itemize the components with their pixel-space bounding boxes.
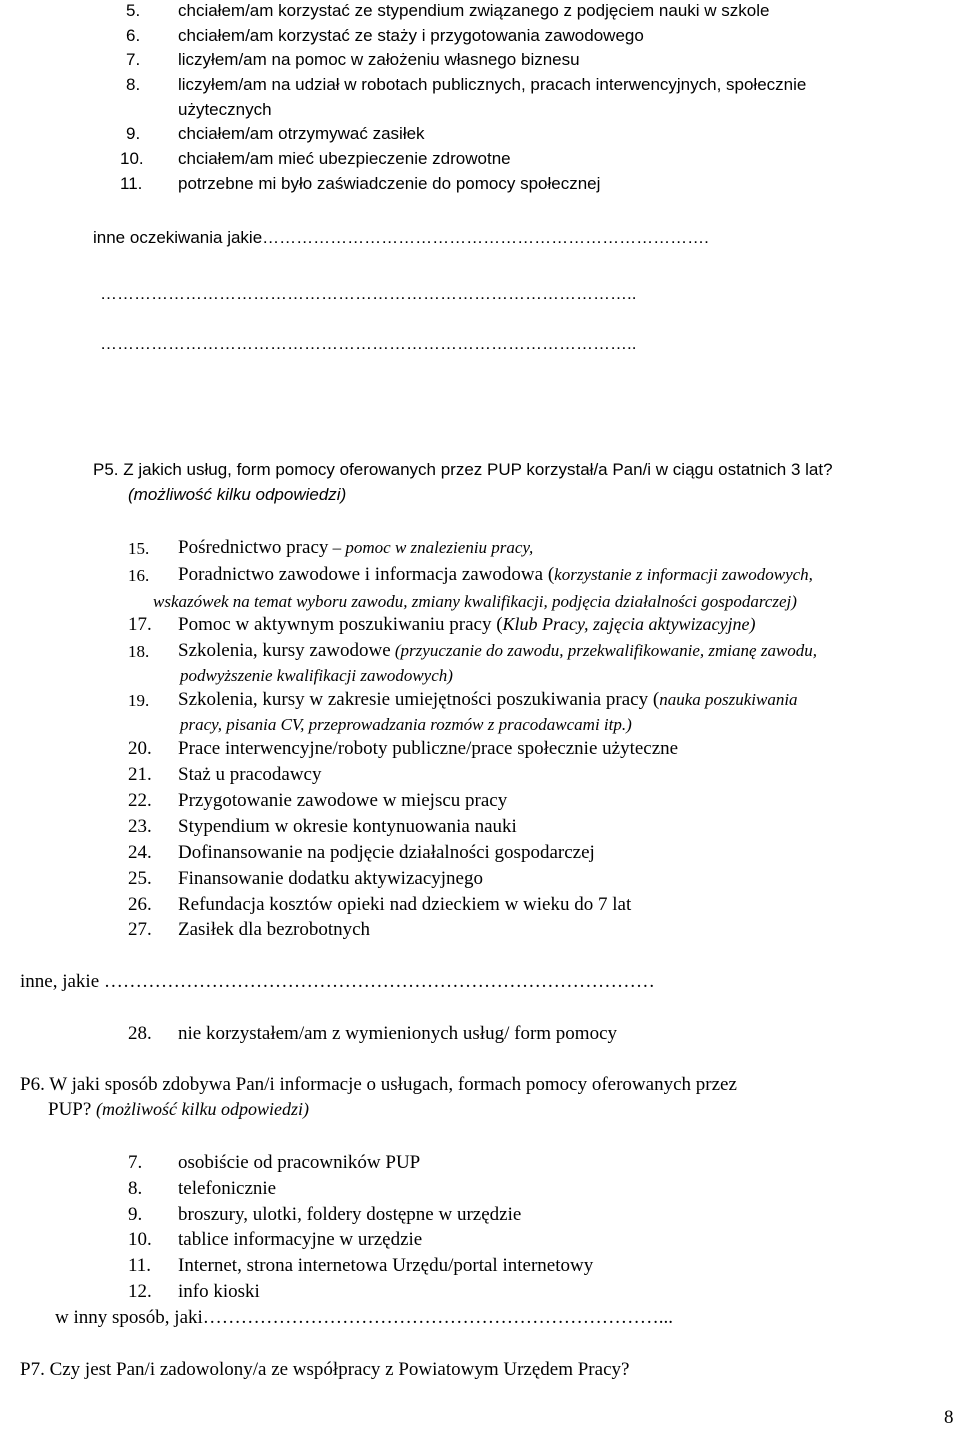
question-hint: (możliwość kilku odpowiedzi) [128,485,347,504]
item-note-continuation: wskazówek na temat wyboru zawodu, zmiany kwalifikacji, podjęcia działalności gospodarczej) [153,592,797,611]
item-text: nie korzystałem/am z wymienionych usług/ form pomocy [178,1023,618,1044]
item-text: Prace interwencyjne/roboty publiczne/prace społecznie użyteczne [178,738,679,759]
item-number: 18. [128,642,150,661]
item-text: liczyłem/am na pomoc w założeniu własnego biznesu [178,50,580,69]
item-number: 7. [128,1152,143,1173]
question-p7: P7. Czy jest Pan/i zadowolony/a ze współpracy z Powiatowym Urzędem Pracy? [20,1359,630,1380]
item-note: korzystanie z informacji zawodowych, [554,565,813,584]
item-text: chciałem/am korzystać ze stypendium związanego z podjęciem nauki w szkole [178,1,770,20]
page-number: 8 [944,1407,954,1428]
item-text: Poradnictwo zawodowe i informacja zawodowa (korzystanie z informacji zawodowych, [178,564,813,585]
item-text: tablice informacyjne w urzędzie [178,1229,423,1250]
item-number: 25. [128,868,152,889]
item-text: Szkolenia, kursy zawodowe (przyuczanie do zawodu, przekwalifikowanie, zmianę zawodu, [178,640,818,661]
item-text: Stypendium w okresie kontynuowania nauki [178,816,517,837]
item-number: 10. [120,149,144,168]
item-number: 9. [128,1204,143,1225]
item-number: 9. [126,124,141,143]
question-p6: P6. W jaki sposób zdobywa Pan/i informacje o usługach, formach pomocy oferowanych przez [20,1074,737,1095]
question-p6-line2: PUP? (możliwość kilku odpowiedzi) [48,1099,310,1120]
item-number: 15. [128,539,150,558]
item-text: info kioski [178,1281,260,1302]
other-expectations-field: inne oczekiwania jakie……………………………………………………………………. [93,228,709,247]
item-text: Przygotowanie zawodowe w miejscu pracy [178,790,508,811]
item-note-continuation: podwyższenie kwalifikacji zawodowych) [180,666,453,685]
item-number: 11. [128,1255,152,1276]
item-text: Szkolenia, kursy w zakresie umiejętności poszukiwania pracy (nauka poszukiwania [178,689,798,710]
item-note: nauka poszukiwania [659,690,798,709]
item-note: – pomoc w znalezieniu pracy, [328,538,534,557]
item-number: 7. [126,50,141,69]
item-number: 23. [128,816,152,837]
item-text: Pośrednictwo pracy – pomoc w znalezieniu pracy, [178,537,534,558]
item-text: telefonicznie [178,1178,277,1199]
item-number: 12. [128,1281,152,1302]
item-text: Staż u pracodawcy [178,764,322,785]
item-number: 22. [128,790,152,811]
blank-line: ………………………………………………………………………………….. [100,284,637,303]
item-number: 19. [128,691,150,710]
item-text: Zasiłek dla bezrobotnych [178,919,371,940]
item-number: 11. [120,174,143,193]
item-note: Klub Pracy, zajęcia aktywizacyjne) [502,614,756,634]
item-text: broszury, ulotki, foldery dostępne w urzędzie [178,1204,522,1225]
item-number: 28. [128,1023,152,1044]
item-number: 21. [128,764,152,785]
item-number: 26. [128,894,152,915]
item-number: 8. [128,1178,143,1199]
item-text: liczyłem/am na udział w robotach publicznych, pracach interwencyjnych, społecznie [178,75,807,94]
item-number: 24. [128,842,152,863]
item-number: 17. [128,614,152,635]
item-text: Dofinansowanie na podjęcie działalności gospodarczej [178,842,595,863]
item-text: użytecznych [178,100,272,119]
blank-line: ………………………………………………………………………………….. [100,334,637,353]
item-number: 10. [128,1229,152,1250]
item-number: 8. [126,75,141,94]
item-text: Internet, strona internetowa Urzędu/portal internetowy [178,1255,594,1276]
item-text: osobiście od pracowników PUP [178,1152,421,1173]
item-number: 20. [128,738,152,759]
item-text: Pomoc w aktywnym poszukiwaniu pracy (Klub Pracy, zajęcia aktywizacyjne) [178,614,756,635]
item-text: potrzebne mi było zaświadczenie do pomocy społecznej [178,174,601,193]
other-services-field: inne, jakie …………………………………………………………………………… [20,971,655,992]
other-source-field: w inny sposób, jaki………………………………………………………………... [55,1307,674,1328]
item-number: 6. [126,26,141,45]
item-text: chciałem/am mieć ubezpieczenie zdrowotne [178,149,511,168]
item-text: Refundacja kosztów opieki nad dzieckiem w wieku do 7 lat [178,894,632,915]
item-text: chciałem/am korzystać ze staży i przygotowania zawodowego [178,26,644,45]
item-number: 5. [126,1,141,20]
item-text: Finansowanie dodatku aktywizacyjnego [178,868,483,889]
item-note: (przyuczanie do zawodu, przekwalifikowanie, zmianę zawodu, [390,641,818,660]
question-p5: P5. Z jakich usług, form pomocy oferowanych przez PUP korzystał/a Pan/i w ciągu ostatnich 3 lat? [93,460,833,479]
question-hint: (możliwość kilku odpowiedzi) [96,1099,310,1119]
item-text: chciałem/am otrzymywać zasiłek [178,124,425,143]
item-note-continuation: pracy, pisania CV, przeprowadzania rozmów z pracodawcami itp.) [180,715,632,734]
item-number: 27. [128,919,152,940]
item-number: 16. [128,566,150,585]
